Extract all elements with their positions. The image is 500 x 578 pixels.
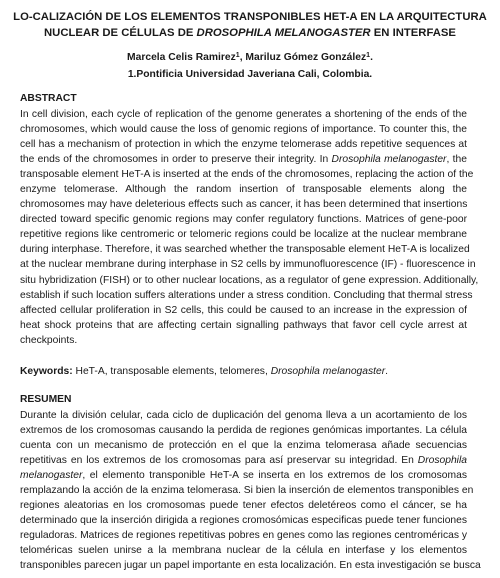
affiliation: 1.Pontificia Universidad Javeriana Cali, Colombia. xyxy=(127,69,373,80)
resumen-species-genus: Drosophila xyxy=(417,455,467,467)
author-names xyxy=(0,47,500,66)
author-end: . xyxy=(370,52,373,63)
title-species: DROSOPHILA MELANOGASTER xyxy=(196,27,371,39)
keywords xyxy=(20,366,388,377)
abstract-line-4-pre: the ends of the chromosomes in order to preserve their integrity. In xyxy=(20,154,332,166)
resumen-species-epithet: melanogaster xyxy=(20,470,83,482)
abstract-line: chromosomes may have deleterious effects such as cancer, it has been determined that insertions xyxy=(20,199,468,211)
title-line-1: LO-CALIZACIÓN DE LOS ELEMENTOS TRANSPONIBLES HET-A EN LA ARQUITECTURA xyxy=(13,11,487,23)
resumen-line xyxy=(20,453,467,468)
abstract-line: checkpoints. xyxy=(20,334,78,346)
abstract-species: Drosophila melanogaster xyxy=(331,154,447,166)
abstract-line: transposable element HeT-A is inserted at the ends of the chromosomes, replacing the action of the xyxy=(20,169,474,181)
abstract-heading: ABSTRACT xyxy=(20,93,77,104)
abstract-line: at the nuclear membrane during interphase in S2 cells by immunofluorescence (IF) - fluorescence in xyxy=(20,259,476,271)
abstract-line-4-post: , the xyxy=(446,154,467,166)
author-block xyxy=(0,47,500,83)
author-2: , Mariluz Gómez González xyxy=(239,52,367,63)
resumen-line-4-pre: repetitivas en los extremos de los cromosomas para así preservar su integridad. En xyxy=(20,455,418,467)
abstract-line: directed toward specific genomic regions may confer regulatory functions. Matrices of gene-poor xyxy=(20,214,467,226)
author-1: Marcela Celis Ramirez xyxy=(127,52,236,63)
abstract-line: establish if such location suffers alterations under a stress condition. Concluding that thermal stress xyxy=(20,289,473,301)
abstract-line: heat shock proteins that are affecting certain signalling pathways that favor cell cycle arrest at xyxy=(20,319,467,331)
keywords-end: . xyxy=(385,366,389,377)
abstract-line: cell has a mechanism of protection in which the enzyme telomerase adds repetitive sequences at xyxy=(20,139,467,151)
resumen-line: regiones aleatorias en los cromosomas puede tener efectos deletéreos como el cáncer, se ha xyxy=(20,500,467,512)
resumen-line: determinado que la inserción dirigida a regiones cromosómicas especificas puede tener funciones xyxy=(20,515,468,527)
abstract-line: affected cellular proliferation in S2 cells, this could be caused to an increase in the expression of xyxy=(20,304,467,316)
resumen-heading: RESUMEN xyxy=(20,394,72,405)
resumen-line: remplazando la acción de la enzima telomerasa. Si bien la inserción de elementos transponibles en xyxy=(20,485,474,497)
abstract-line: In cell division, each cycle of replication of the genome generates a shortening of the ends of the xyxy=(20,109,467,120)
abstract-line xyxy=(20,152,467,167)
author-2-affil: 1 xyxy=(366,52,371,59)
paper-title xyxy=(10,9,490,41)
abstract-body xyxy=(20,107,479,348)
abstract-line: repetitive regions like centromeric or telomeric regions could be localize at the nuclear membrane xyxy=(20,229,467,241)
resumen-line: reguladoras. Matrices de regiones repetitivas pobres en genes como las regiones centroméricas y xyxy=(20,530,467,542)
resumen-line: teloméricas suelen unirse a la membrana nuclear de la célula en interfase y los elementos xyxy=(20,545,467,557)
keywords-text: HeT-A, transposable elements, telomeres, xyxy=(72,366,271,377)
abstract-line: enzyme telomerase. Although the random insertion of transposable elements along the xyxy=(20,184,467,196)
resumen-line-5-post: , el elemento transponible HeT-A se inserta en los extremos de los cromosomas xyxy=(82,470,467,482)
abstract-line: chromosomes, which would cause the loss of genomic regions of importance. To counter this, the xyxy=(20,124,467,136)
resumen-line: transponibles parecen jugar un papel importante en esta localización. En esta investigación se busca xyxy=(20,560,481,572)
resumen-line xyxy=(20,468,467,483)
resumen-body xyxy=(20,408,481,574)
resumen-line: cuenta con un mecanismo de protección en el que la enzima telomerasa añade secuencias xyxy=(20,440,467,452)
resumen-line: extremos de los cromosomas causando la perdida de regiones genómicas importantes. La célula xyxy=(20,425,467,437)
title-line-2 xyxy=(10,25,490,41)
abstract-line: during interphase. Therefore, it was searched whether the transposable element HeT-A is localized xyxy=(20,244,470,256)
author-1-affil: 1 xyxy=(235,52,240,59)
title-line-2-pre: NUCLEAR DE CÉLULAS DE xyxy=(44,27,197,39)
abstract-line: situ hybridization (FISH) or to other nuclear locations, as a regulator of gene expression. Additionally, xyxy=(20,274,479,286)
title-line-2-post: EN INTERFASE xyxy=(370,27,456,39)
keywords-species: Drosophila melanogaster xyxy=(270,366,386,377)
resumen-line: Durante la división celular, cada ciclo de duplicación del genoma lleva a un acortamiento de los xyxy=(20,410,467,421)
keywords-label: Keywords: xyxy=(20,366,73,377)
